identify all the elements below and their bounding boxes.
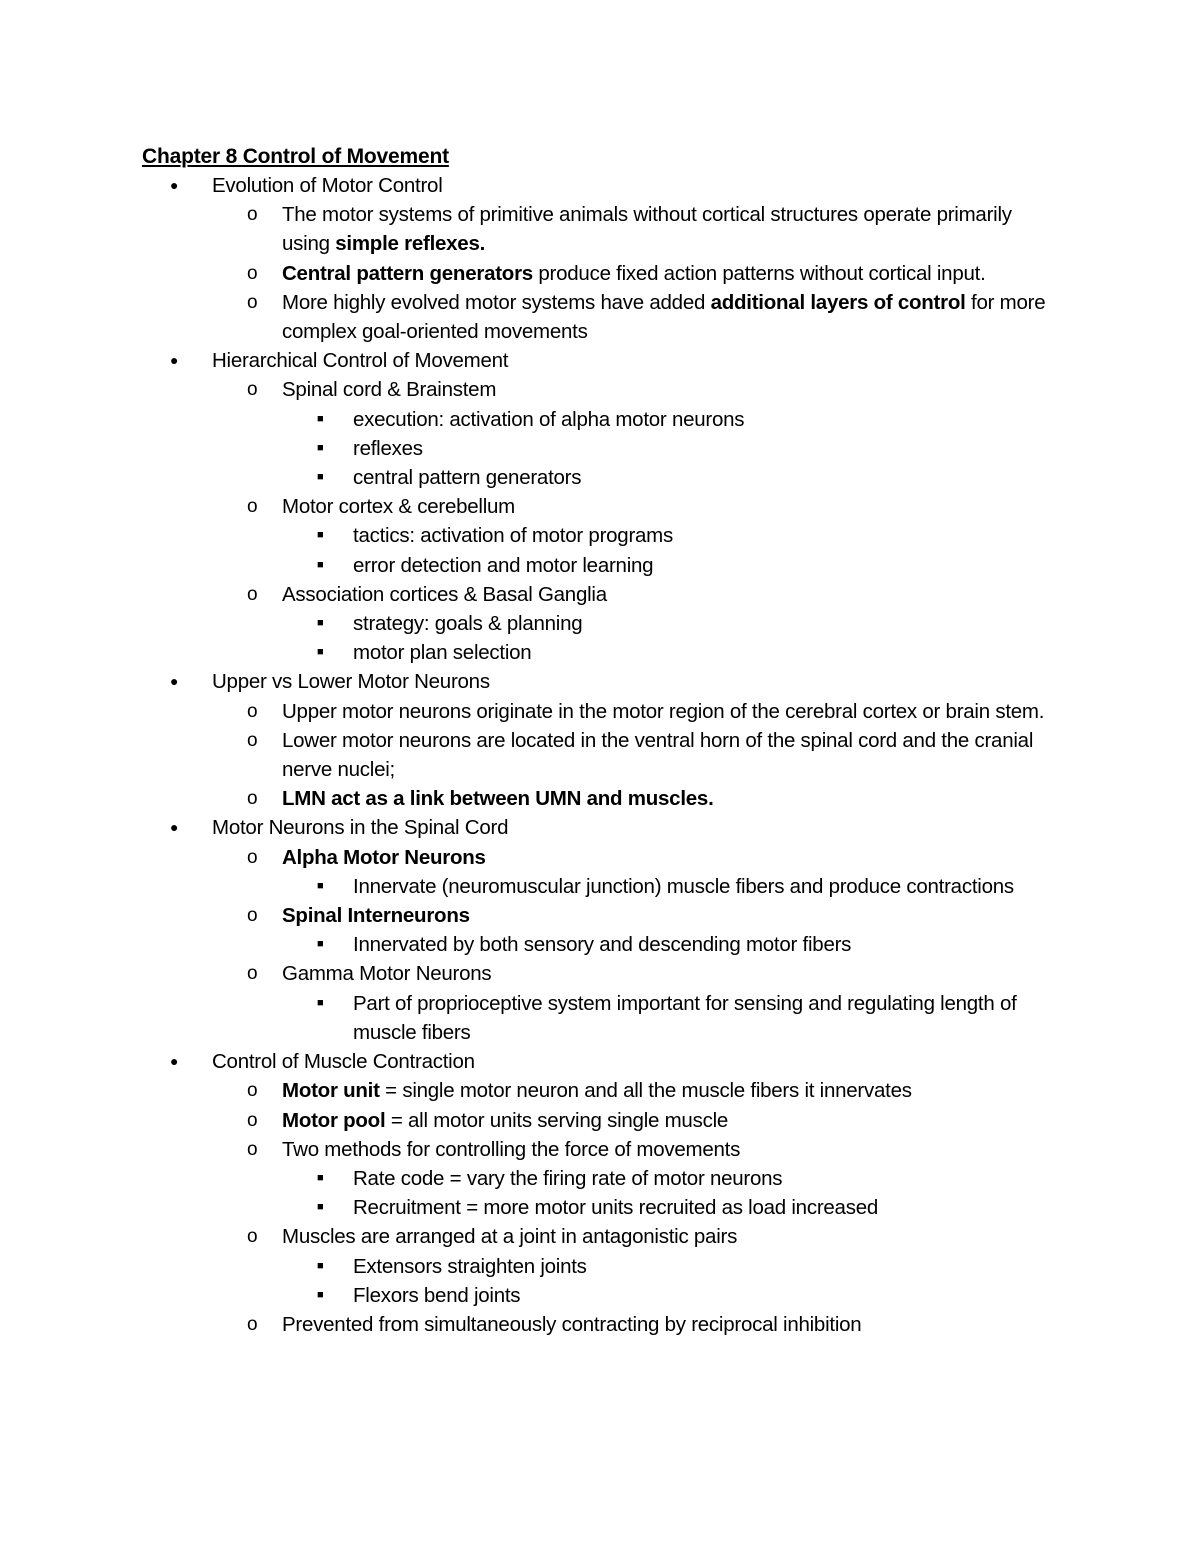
section-heading-text: Control of Muscle Contraction [212,1050,475,1074]
bullet-marker-level1: ● [170,673,179,690]
bullet-marker-level1: ● [170,352,179,369]
bullet-marker-level2: o [247,262,258,284]
bullet-marker-level2: o [247,700,258,722]
outline-subitem [0,434,1058,463]
bullet-marker-level3: ■ [317,558,324,571]
outline-item [0,492,1052,521]
item-text: Gamma Motor Neurons [282,962,492,986]
bullet-marker-level3: ■ [317,617,324,630]
bullet-marker-level2: o [247,963,258,985]
subitem-text: Recruitment = more motor units recruited as load increased [353,1196,879,1220]
outline-item [0,259,1052,288]
outline-item [0,901,1052,930]
bullet-marker-level3: ■ [317,646,324,659]
bullet-marker-level3: ■ [317,412,324,425]
section-heading [0,171,1052,200]
bullet-marker-level3: ■ [317,1259,324,1272]
bold-term: Central pattern generators [282,261,533,285]
bullet-marker-level2: o [247,1226,258,1248]
outline-item [0,959,1052,988]
bold-term: Spinal Interneurons [282,904,470,928]
item-text: Association cortices & Basal Ganglia [282,582,607,606]
bullet-marker-level3: ■ [317,996,324,1009]
outline-subitem [0,463,1058,492]
bullet-marker-level2: o [247,583,258,605]
bold-term: Motor unit [282,1079,380,1103]
bold-term: Motor pool [282,1108,386,1132]
outline-item [0,1076,1052,1105]
outline-item [0,580,1052,609]
bullet-marker-level3: ■ [317,879,324,892]
outline-subitem [0,1193,1058,1222]
section-heading [0,813,1052,842]
subitem-text: Rate code = vary the firing rate of motor neurons [353,1166,783,1190]
outline-item [0,843,1052,872]
item-text: Spinal cord & Brainstem [282,378,497,402]
outline-item [0,697,1052,726]
section-heading [0,1047,1052,1076]
outline-item [0,1135,1052,1164]
section-heading-text: Upper vs Lower Motor Neurons [212,670,490,694]
outline-list [0,171,1200,1339]
item-text: Prevented from simultaneously contracting by reciprocal inhibition [282,1312,862,1336]
bullet-marker-level1: ● [170,1053,179,1070]
section-heading-text: Evolution of Motor Control [212,174,443,197]
section-heading-text: Motor Neurons in the Spinal Cord [212,816,509,840]
section-heading-text: Hierarchical Control of Movement [212,349,509,373]
item-text: Two methods for controlling the force of movements [282,1137,741,1161]
outline-subitem [0,872,1058,901]
outline-subitem [0,1281,1058,1310]
subitem-text: reflexes [353,436,423,460]
subitem-text: Flexors bend joints [353,1283,521,1307]
bullet-marker-level3: ■ [317,1288,324,1301]
section-heading [0,346,1052,375]
bullet-marker-level1: ● [170,177,179,193]
bullet-marker-level3: ■ [317,471,324,484]
bullet-marker-level2: o [247,204,258,226]
outline-subitem [0,609,1058,638]
outline-item [0,784,1052,813]
item-text: for more complex goal-oriented movements [282,290,1046,344]
subitem-text: Innervate (neuromuscular junction) muscle fibers and produce contractions [353,874,1014,898]
bullet-marker-level2: o [247,788,258,810]
bullet-marker-level2: o [247,846,258,868]
outline-item [0,726,1052,784]
item-text: Lower motor neurons are located in the ventral horn of the spinal cord and the cranial nerve nuclei; [282,728,1034,782]
bullet-marker-level3: ■ [317,1201,324,1214]
subitem-text: Extensors straighten joints [353,1254,587,1278]
bullet-marker-level3: ■ [317,1171,324,1184]
subitem-text: strategy: goals & planning [353,612,583,636]
item-text: The motor systems of primitive animals without cortical structures operate primarily using [282,203,1012,256]
subitem-text: error detection and motor learning [353,553,654,577]
section-heading [0,667,1052,696]
bullet-marker-level2: o [247,1080,258,1102]
bullet-marker-level3: ■ [317,441,324,454]
bullet-marker-level2: o [247,1109,258,1131]
outline-item [0,1106,1052,1135]
subitem-text: motor plan selection [353,641,532,665]
outline-item [0,375,1052,404]
bold-term: simple reflexes. [335,232,486,256]
item-text: More highly evolved motor systems have added [282,290,711,314]
bullet-marker-level2: o [247,905,258,927]
outline-subitem [0,1164,1058,1193]
bullet-marker-level2: o [247,1313,258,1335]
subitem-text: execution: activation of alpha motor neurons [353,407,745,431]
outline-item [0,1222,1052,1251]
subitem-text: tactics: activation of motor programs [353,524,674,548]
item-text: Upper motor neurons originate in the motor region of the cerebral cortex or brain stem. [282,699,1045,723]
subitem-text: Part of proprioceptive system important for sensing and regulating length of muscle fibers [353,991,1017,1044]
outline-subitem [0,930,1058,959]
bullet-marker-level2: o [247,1138,258,1160]
outline-item [0,1310,1052,1339]
outline-subitem [0,405,1058,434]
outline-item [0,288,1052,346]
bullet-marker-level2: o [247,496,258,518]
outline-subitem [0,521,1058,550]
item-text: Muscles are arranged at a joint in antagonistic pairs [282,1225,738,1249]
bullet-marker-level3: ■ [317,938,324,951]
bullet-marker-level2: o [247,291,258,313]
item-text: = all motor units serving single muscle [385,1108,729,1132]
page-title: Chapter 8 Control of Movement [142,145,449,168]
bold-term: LMN act as a link between UMN and muscles. [282,787,714,811]
bullet-marker-level2: o [247,729,258,751]
outline-subitem [0,1252,1058,1281]
outline-item [0,200,1052,258]
bold-term: Alpha Motor Neurons [282,845,486,869]
outline-subitem [0,551,1058,580]
outline-subitem [0,638,1058,667]
bullet-marker-level1: ● [170,819,179,836]
subitem-text: Innervated by both sensory and descending motor fibers [353,933,852,957]
outline-subitem [0,989,1058,1047]
item-text: = single motor neuron and all the muscle fibers it innervates [379,1079,912,1103]
bullet-marker-level3: ■ [317,529,324,542]
subitem-text: central pattern generators [353,466,582,490]
item-text: produce fixed action patterns without cortical input. [532,261,986,285]
bold-term: additional layers of control [710,290,966,314]
item-text: Motor cortex & cerebellum [282,495,516,519]
bullet-marker-level2: o [247,379,258,401]
